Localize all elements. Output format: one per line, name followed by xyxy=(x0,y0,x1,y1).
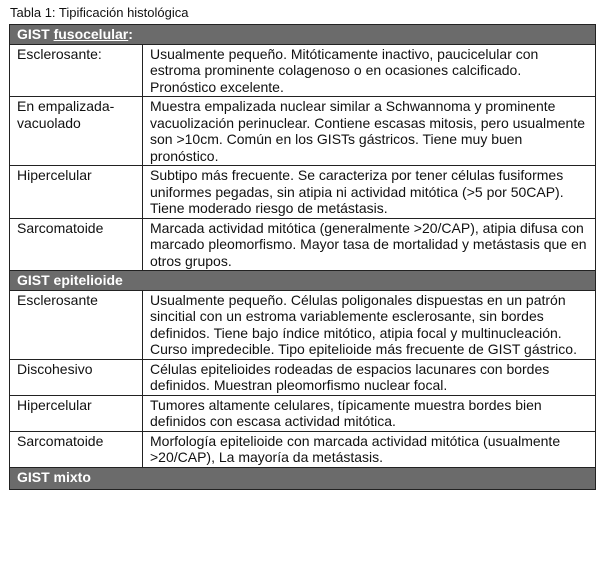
section-header-epitelioide xyxy=(10,271,596,291)
table-row xyxy=(10,395,596,431)
table-row xyxy=(10,218,596,271)
subtype-cell: Esclerosante: xyxy=(10,44,143,97)
section-title: GIST epitelioide xyxy=(10,271,596,291)
section-title-prefix: GIST xyxy=(17,26,54,42)
description-cell: Usualmente pequeño. Mitóticamente inactivo, paucicelular con estroma prominente colagenoso o en ocasiones calcificado. Pronóstico excelente. xyxy=(143,44,596,97)
description-cell: Células epitelioides rodeadas de espacios lacunares con bordes definidos. Muestran pleomorfismo nuclear focal. xyxy=(143,359,596,395)
table-row xyxy=(10,97,596,166)
subtype-cell: Esclerosante xyxy=(10,290,143,359)
description-cell: Usualmente pequeño. Células poligonales dispuestas en un patrón sincitial con un estroma variablemente esclerosante, sin bordes definidos. Tiene bajo índice mitótico, atipia focal y multinucleación. Curso impredecible. Tipo epitelioide más frecuente de GIST gástrico. xyxy=(143,290,596,359)
section-title-underlined: fusocelular xyxy=(53,26,129,42)
table-row xyxy=(10,166,596,219)
table-row xyxy=(10,359,596,395)
subtype-cell: En empalizada-vacuolado xyxy=(10,97,143,166)
description-cell: Muestra empalizada nuclear similar a Schwannoma y prominente vacuolización perinuclear. Contiene escasas mitosis, pero usualmente son >10cm. Común en los GISTs gástricos. Tiene muy buen pronóstico. xyxy=(143,97,596,166)
table-caption: Tabla 1: Tipificación histológica xyxy=(10,5,189,20)
histological-typing-table xyxy=(9,24,596,490)
subtype-cell: Hipercelular xyxy=(10,395,143,431)
description-cell: Subtipo más frecuente. Se caracteriza por tener células fusiformes uniformes pegadas, sin atipia ni actividad mitótica (>5 por 50CAP). Tiene moderado riesgo de metástasis. xyxy=(143,166,596,219)
description-cell: Tumores altamente celulares, típicamente muestra bordes bien definidos con escasa actividad mitótica. xyxy=(143,395,596,431)
subtype-cell: Hipercelular xyxy=(10,166,143,219)
description-cell: Marcada actividad mitótica (generalmente >20/CAP), atipia difusa con marcado pleomorfismo. Mayor tasa de mortalidad y metástasis que en otros grupos. xyxy=(143,218,596,271)
section-header-mixto xyxy=(10,467,596,490)
section-title-suffix: : xyxy=(128,26,133,42)
section-title: GIST mixto xyxy=(10,467,596,490)
table-row xyxy=(10,431,596,467)
subtype-cell: Sarcomatoide xyxy=(10,218,143,271)
section-header-fusocelular xyxy=(10,25,596,45)
section-title xyxy=(10,25,596,45)
table-row xyxy=(10,44,596,97)
description-cell: Morfología epitelioide con marcada actividad mitótica (usualmente >20/CAP), La mayoría da metástasis. xyxy=(143,431,596,467)
subtype-cell: Discohesivo xyxy=(10,359,143,395)
table-row xyxy=(10,290,596,359)
subtype-cell: Sarcomatoide xyxy=(10,431,143,467)
